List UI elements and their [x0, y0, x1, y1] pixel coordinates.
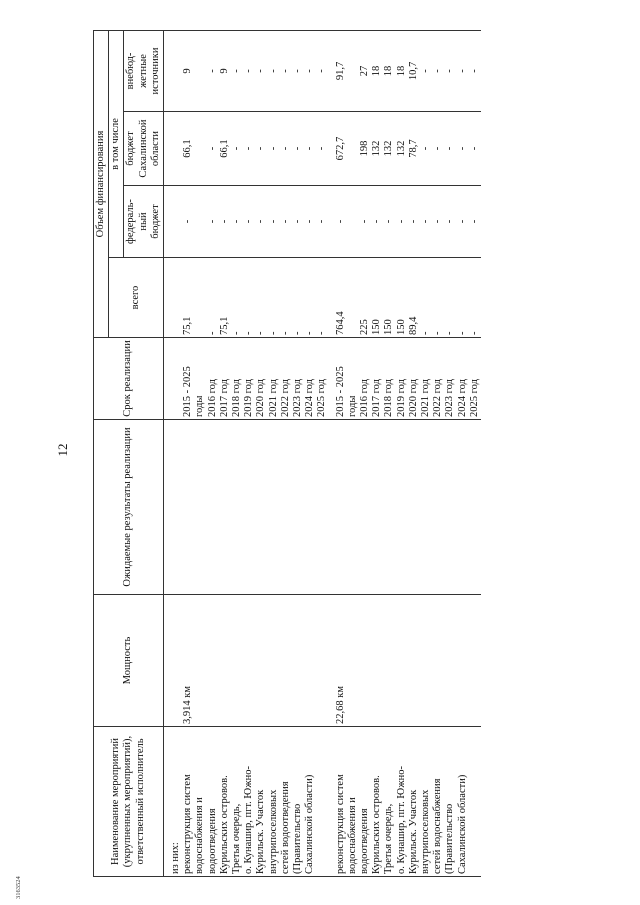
header-term: Срок реализации — [94, 338, 164, 420]
header-results: Ожидаемые результаты реализации — [94, 420, 164, 595]
header-extra: внебюд- жетные источники — [124, 30, 164, 111]
item-extra: 91,7 27 18 18 18 10,7 - - - - - — [329, 30, 481, 111]
header-total: всего — [109, 258, 164, 338]
funding-table — [93, 30, 481, 877]
page-number: 12 — [55, 443, 70, 457]
item-results — [182, 420, 328, 595]
item-federal: - - - - - - - - - - - — [182, 186, 328, 258]
header-federal: федераль- ный бюджет — [124, 186, 164, 258]
item-regional: 672,7 198 132 132 132 78,7 - - - - - — [329, 112, 481, 186]
item-total: 75,1 - 75,1 - - - - - - - - — [182, 258, 328, 338]
item-federal: - - - - - - - - - - - — [329, 186, 481, 258]
header-funding: Объем финансирования — [94, 30, 109, 337]
item-capacity: 22,68 км — [329, 595, 481, 727]
item-results — [329, 420, 481, 595]
item-total: 764,4 225 150 150 150 89,4 - - - - - — [329, 258, 481, 338]
header-capacity: Мощность — [94, 595, 164, 727]
table-row — [329, 30, 481, 876]
item-name: реконструкция систем водоснабжения и водоотведения Курильских островов. Третья очередь, о. Кунашир, пгт. Южно- Курильск. Участок внутрипоселковых сетей водоснабжения (Правительство Сахалинской области) — [329, 727, 481, 877]
item-terms: 2015 - 2025 годы 2016 год 2017 год 2018 год 2019 год 2020 год 2021 год 2022 год 2023 год 2024 год 2025 год — [329, 338, 481, 420]
scan-id: 3163524 — [15, 876, 22, 899]
item-regional: 66,1 - 66,1 - - - - - - - - — [182, 112, 328, 186]
item-terms: 2015 - 2025 годы 2016 год 2017 год 2018 год 2019 год 2020 год 2021 год 2022 год 2023 год 2024 год 2025 год — [182, 338, 328, 420]
item-extra: 9 - 9 - - - - - - - - — [182, 30, 328, 111]
intro-label: из них: — [164, 727, 183, 877]
header-regional: бюджет Сахалинской области — [124, 112, 164, 186]
header-name: Наименование мероприятий (укрупненных мероприятий), ответственный исполнитель — [94, 727, 164, 877]
table-row — [182, 30, 328, 876]
item-capacity: 3,914 км — [182, 595, 328, 727]
item-name: реконструкция систем водоснабжения и водоотведения Курильских островов. Третья очередь, о. Кунашир, пгт. Южно- Курильск. Участок внутрипоселковых сетей водоотведения (Правительство Сахалинской области) — [182, 727, 328, 877]
rotated-page — [55, 27, 615, 877]
header-including: в том числе — [109, 30, 124, 257]
